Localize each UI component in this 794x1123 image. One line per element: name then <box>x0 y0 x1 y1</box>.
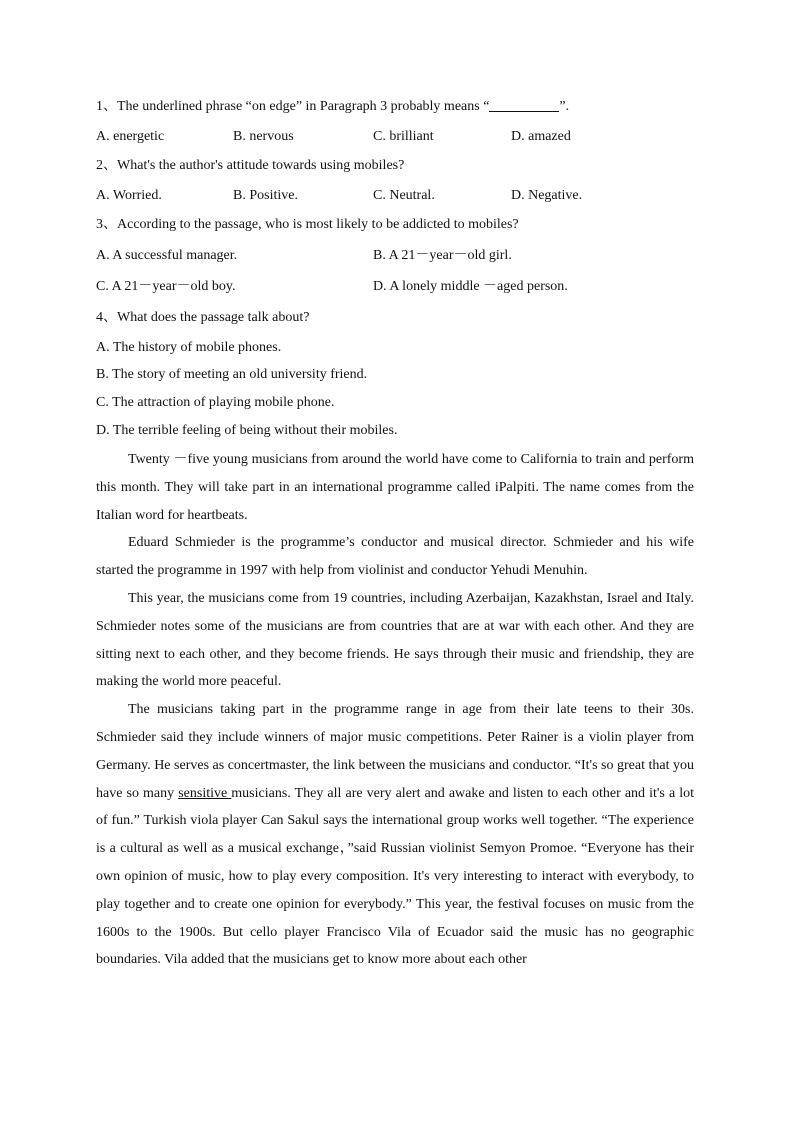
passage-paragraph-1: Twenty －five young musicians from around the world have come to California to train and perform this month. They will take part in an international programme called iPalpiti. The name comes from the Italian word for heartbeats. <box>96 452 694 523</box>
passage-paragraph-4 <box>96 696 694 974</box>
q3-option-b: B. A 21－year－old girl. <box>373 248 512 263</box>
question-3-stem: 3、According to the passage, who is most likely to be addicted to mobiles? <box>96 217 519 232</box>
q4-option-c: C. The attraction of playing mobile phone. <box>96 395 335 410</box>
answer-blank <box>489 97 559 112</box>
question-1-stem <box>96 97 569 117</box>
q4-option-d: D. The terrible feeling of being without their mobiles. <box>96 423 398 438</box>
question-4-stem: 4、What does the passage talk about? <box>96 310 310 325</box>
q1-option-d: D. amazed <box>511 129 571 144</box>
passage-paragraph-4-part-b: musicians. They all are very alert and awake and listen to each other and it's a lot of fun.” Turkish viola player Can Sakul says the international group works well together. “The experience is a cultural as well as a musical exchange，”said Russian violinist Semyon Promoe. “Everyone has their own opinion of music, how to play every composition. It's very interesting to interact with everybody, to play together and to create one opinion for everybody.” This year, the festival focuses on music from the 1600s to the 1900s. But cello player Francisco Vila of Ecuador said the music has no geographic boundaries. Vila added that the musicians get to know more about each other <box>96 785 695 968</box>
q1-option-b: B. nervous <box>233 129 294 144</box>
q2-option-a: A. Worried. <box>96 188 162 203</box>
underlined-word-sensitive: sensitive <box>178 785 232 801</box>
question-1-stem-end: ”. <box>559 99 570 114</box>
passage-paragraph-2: Eduard Schmieder is the programme’s conductor and musical director. Schmieder and his wife started the programme in 1997 with help from violinist and conductor Yehudi Menuhin. <box>96 535 694 579</box>
q1-option-c: C. brilliant <box>373 129 434 144</box>
q4-option-b: B. The story of meeting an old university friend. <box>96 367 368 382</box>
q2-option-d: D. Negative. <box>511 188 583 203</box>
passage-paragraph-3: This year, the musicians come from 19 countries, including Azerbaijan, Kazakhstan, Israel and Italy. Schmieder notes some of the musicians are from countries that are at war with each other. And they are sitting next to each other, and they become friends. He says through their music and friendship, they are making the world more peaceful. <box>96 590 694 690</box>
q3-option-a: A. A successful manager. <box>96 248 238 263</box>
question-1-stem-text: 1、The underlined phrase “on edge” in Paragraph 3 probably means “ <box>96 99 490 114</box>
q3-option-c: C. A 21－year－old boy. <box>96 279 236 294</box>
q4-option-a: A. The history of mobile phones. <box>96 340 282 355</box>
question-2-stem: 2、What's the author's attitude towards using mobiles? <box>96 158 405 173</box>
passage-paragraph-4-part-a: The musicians taking part in the programme range in age from their late teens to their 30s. Schmieder said they include winners of major music competitions. Peter Rainer is a violin player from Germany. He serves as concertmaster, the link between the musicians and conductor. “It's so great that you have so many <box>96 702 694 801</box>
q1-option-a: A. energetic <box>96 129 165 144</box>
reading-passage <box>96 446 694 974</box>
q2-option-b: B. Positive. <box>233 188 298 203</box>
q2-option-c: C. Neutral. <box>373 188 435 203</box>
q3-option-d: D. A lonely middle －aged person. <box>373 279 568 294</box>
